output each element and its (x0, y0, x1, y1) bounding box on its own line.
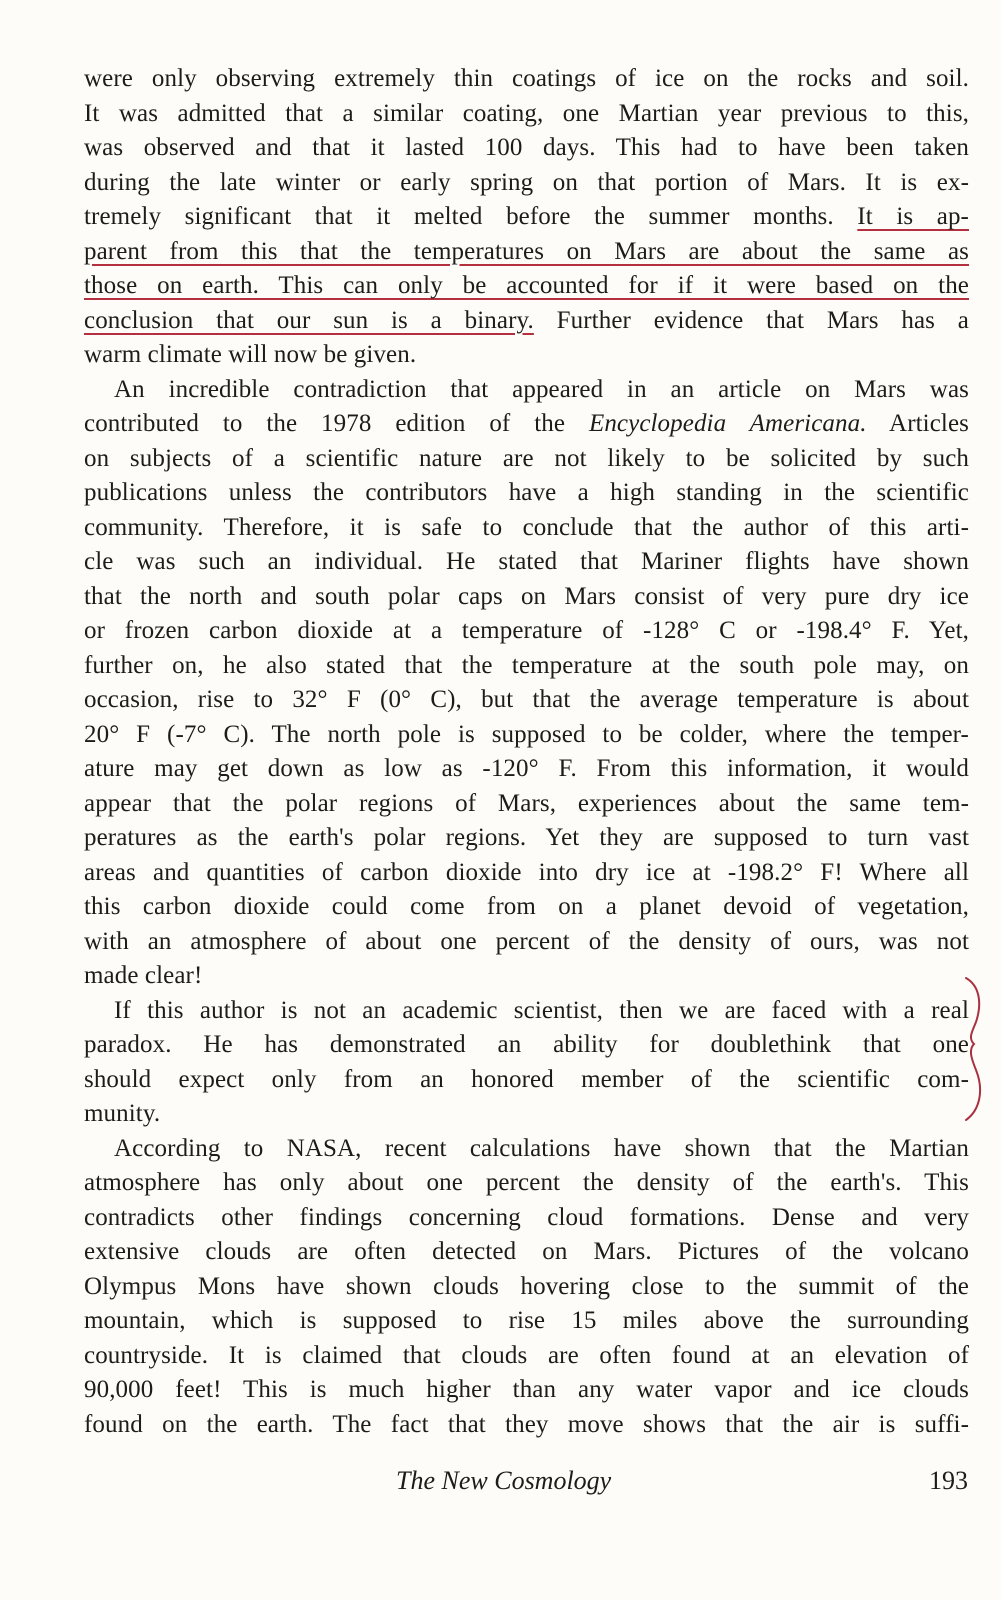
text-run: munity. (84, 1100, 161, 1127)
text-line (84, 1201, 969, 1236)
text-line (84, 1063, 969, 1098)
text-line (84, 476, 969, 511)
text-run: publications unless the contributors have a high standing in the scientific (84, 479, 969, 506)
text-line (84, 856, 969, 891)
text-line (84, 97, 969, 132)
text-run: An incredible contradiction that appeared in an article on Mars was (114, 375, 969, 403)
text-line (84, 442, 969, 477)
text-run: further on, he also stated that the temperature at the south pole may, on (84, 651, 969, 679)
text-run: countryside. It is claimed that clouds are often found at an elevation of (84, 1341, 969, 1369)
text-line (84, 821, 969, 856)
italic-title: Encyclopedia Americana. (588, 410, 867, 437)
text-run: Articles (866, 410, 969, 437)
text-run: or frozen carbon dioxide at a temperature of -128° C or -198.4° F. Yet, (84, 617, 969, 644)
text-run: should expect only from an honored member of the scientific com- (84, 1065, 969, 1093)
text-run: mountain, which is supposed to rise 15 miles above the surrounding (84, 1307, 969, 1334)
underlined-text: parent from this that the temperatures on Mars are about the same as (84, 237, 969, 265)
text-run: paradox. He has demonstrated an ability for doublethink that one (84, 1031, 969, 1058)
text-run: on subjects of a scientific nature are not likely to be solicited by such (84, 444, 969, 472)
text-line (84, 1097, 969, 1132)
text-line (84, 683, 969, 718)
text-line (84, 1304, 969, 1339)
paragraph (84, 373, 969, 994)
footer-book-title: The New Cosmology (396, 1466, 612, 1495)
page-number: 193 (929, 1466, 968, 1495)
text-run: community. Therefore, it is safe to conclude that the author of this arti- (84, 513, 969, 541)
text-run: were only observing extremely thin coatings of ice on the rocks and soil. (84, 65, 969, 92)
text-run: According to NASA, recent calculations have shown that the Martian (114, 1134, 969, 1162)
text-run: It was admitted that a similar coating, one Martian year previous to this, (84, 99, 969, 127)
text-line (84, 1235, 969, 1270)
text-line (84, 718, 969, 753)
text-run: was observed and that it lasted 100 days. This had to have been taken (84, 134, 969, 161)
text-line (84, 1028, 969, 1063)
paragraph (84, 1132, 969, 1443)
text-line (84, 131, 969, 166)
text-run: found on the earth. The fact that they move shows that the air is suffi- (84, 1410, 969, 1438)
text-line (84, 752, 969, 787)
text-run: warm climate will now be given. (84, 341, 417, 368)
text-line (84, 235, 969, 270)
text-run: 90,000 feet! This is much higher than any water vapor and ice clouds (84, 1376, 969, 1403)
text-run: atmosphere has only about one percent the density of the earth's. This (84, 1169, 969, 1196)
text-line (84, 338, 969, 373)
text-run: occasion, rise to 32° F (0° C), but that the average temperature is about (84, 686, 969, 713)
underlined-text: those on earth. This can only be accounted for if it were based on the (84, 272, 969, 299)
text-line (84, 407, 969, 442)
text-run: tremely significant that it melted before the summer months. (84, 203, 858, 230)
underlined-text: It is ap- (857, 203, 969, 230)
text-line (84, 1373, 969, 1408)
text-run: peratures as the earth's polar regions. Yet they are supposed to turn vast (84, 824, 969, 851)
text-run: appear that the polar regions of Mars, experiences about the same tem- (84, 789, 969, 817)
text-line (84, 511, 969, 546)
text-line (84, 580, 969, 615)
text-line (84, 1132, 969, 1167)
text-run: contributed to the 1978 edition of the (84, 410, 589, 437)
text-run: Olympus Mons have shown clouds hovering close to the summit of the (84, 1272, 969, 1300)
text-line (84, 994, 969, 1029)
text-run: made clear! (84, 962, 203, 989)
text-line (84, 959, 969, 994)
text-run: areas and quantities of carbon dioxide into dry ice at -198.2° F! Where all (84, 858, 969, 886)
paragraph (84, 62, 969, 373)
text-run: with an atmosphere of about one percent of the density of ours, was not (84, 927, 969, 955)
text-run: that the north and south polar caps on Mars consist of very pure dry ice (84, 582, 969, 610)
text-run: Further evidence that Mars has a (533, 306, 969, 334)
text-line (84, 1339, 969, 1374)
text-line (84, 787, 969, 822)
text-line (84, 890, 969, 925)
text-run: extensive clouds are often detected on Mars. Pictures of the volcano (84, 1238, 969, 1265)
text-run: ature may get down as low as -120° F. From this information, it would (84, 755, 969, 782)
text-line (84, 1408, 969, 1443)
text-line (84, 614, 969, 649)
text-line (84, 166, 969, 201)
text-run: If this author is not an academic scientist, then we are faced with a real (114, 996, 969, 1024)
text-run: this carbon dioxide could come from on a planet devoid of vegetation, (84, 893, 969, 920)
text-line (84, 1166, 969, 1201)
body-text (84, 62, 969, 1442)
margin-bracket-annotation (958, 974, 998, 1124)
text-run: during the late winter or early spring on that portion of Mars. It is ex- (84, 168, 969, 196)
text-line (84, 373, 969, 408)
text-line (84, 269, 969, 304)
paragraph (84, 994, 969, 1132)
text-line (84, 925, 969, 960)
text-run: cle was such an individual. He stated that Mariner flights have shown (84, 548, 969, 575)
text-line (84, 1270, 969, 1305)
text-line (84, 304, 969, 339)
underlined-text: conclusion that our sun is a binary. (84, 306, 534, 334)
text-run: contradicts other findings concerning cloud formations. Dense and very (84, 1203, 969, 1231)
text-line (84, 545, 969, 580)
text-line (84, 649, 969, 684)
text-line (84, 62, 969, 97)
text-line (84, 200, 969, 235)
text-run: 20° F (-7° C). The north pole is supposed to be colder, where the temper- (84, 720, 969, 748)
